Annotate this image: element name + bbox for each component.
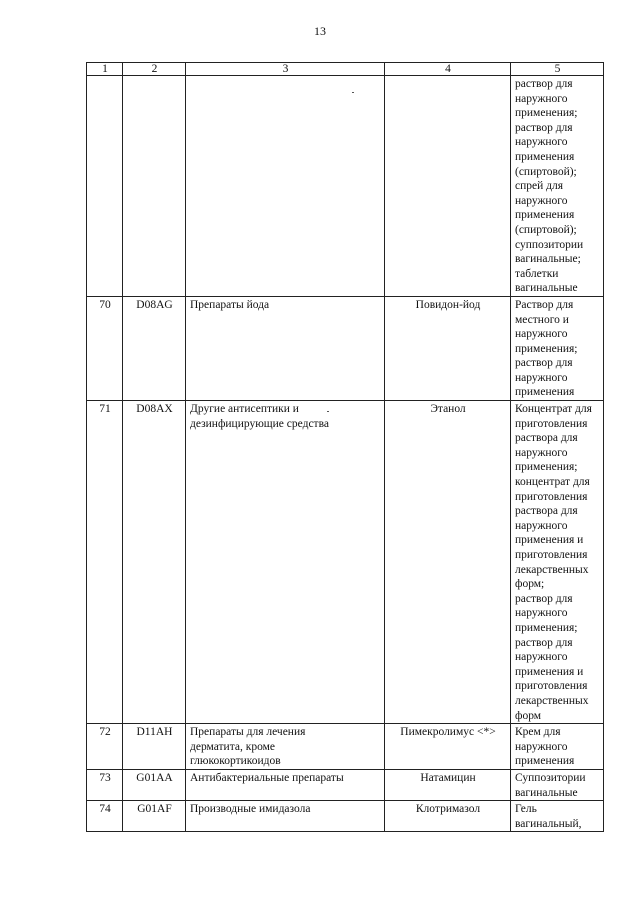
dosage-form-line: наружного — [515, 446, 568, 459]
dosage-form-line: Гель — [515, 803, 537, 816]
dosage-form-line: вагинальные; — [515, 253, 581, 266]
dosage-form-line: лекарственных — [515, 563, 589, 576]
group-line: Производные имидазола — [190, 803, 311, 816]
dosage-form-line: таблетки — [515, 267, 559, 280]
dosage-form-line: применения — [515, 386, 575, 399]
table-row — [87, 76, 604, 297]
dosage-form-line: (спиртовой); — [515, 165, 577, 178]
dosage-form-line: Крем для — [515, 726, 561, 739]
header-cell-5: 5 — [511, 63, 604, 76]
dosage-form-line: применения — [515, 150, 575, 163]
header-cell-1: 1 — [87, 63, 123, 76]
page-number: 13 — [314, 24, 326, 38]
pharmacological-group-cell — [186, 769, 385, 800]
dosage-form-line: применения; — [515, 621, 578, 634]
medication-table — [86, 62, 604, 832]
dosage-form-line: применения и — [515, 665, 584, 678]
pharmacological-group-cell — [186, 76, 385, 297]
dosage-form-line: суппозитории — [515, 238, 584, 251]
dosage-form-line: вагинальные — [515, 786, 578, 799]
drug-name-cell: Этанол — [385, 401, 511, 724]
scan-speck — [327, 411, 329, 412]
dosage-form-line: применения; — [515, 107, 578, 120]
dosage-form-line: спрей для — [515, 180, 564, 193]
group-line: Другие антисептики и — [190, 403, 299, 416]
dosage-form-cell — [511, 769, 604, 800]
group-line: Антибактериальные препараты — [190, 771, 344, 784]
group-line: Препараты йода — [190, 298, 270, 311]
dosage-form-line: раствор для — [515, 357, 573, 370]
dosage-form-line: местного и — [515, 313, 569, 326]
dosage-form-line: наружного — [515, 519, 568, 532]
dosage-form-line: наружного — [515, 92, 568, 105]
dosage-form-line: вагинальные — [515, 282, 578, 295]
dosage-form-line: наружного — [515, 328, 568, 341]
atc-code-cell: D11AH — [123, 724, 186, 770]
dosage-form-line: применения — [515, 755, 575, 768]
dosage-form-cell — [511, 801, 604, 832]
dosage-form-line: применения и — [515, 534, 584, 547]
group-line: глюкокортикоидов — [190, 755, 281, 768]
table-row — [87, 769, 604, 800]
dosage-form-line: форм; — [515, 578, 545, 591]
dosage-form-line: (спиртовой); — [515, 223, 577, 236]
table-row — [87, 401, 604, 724]
dosage-form-line: Суппозитории — [515, 771, 586, 784]
drug-name-cell: Повидон-йод — [385, 296, 511, 400]
atc-code-cell: D08AG — [123, 296, 186, 400]
dosage-form-line: раствора для — [515, 505, 578, 518]
row-number-cell: 71 — [87, 401, 123, 724]
row-number-cell: 74 — [87, 801, 123, 832]
row-number-cell — [87, 76, 123, 297]
drug-name-cell: Натамицин — [385, 769, 511, 800]
table-row — [87, 296, 604, 400]
row-number-cell: 72 — [87, 724, 123, 770]
row-number-cell: 73 — [87, 769, 123, 800]
atc-code-cell: G01AA — [123, 769, 186, 800]
group-line: дезинфицирующие средства — [190, 417, 329, 430]
dosage-form-line: раствор для — [515, 121, 573, 134]
group-line: дерматита, кроме — [190, 740, 275, 753]
header-cell-4: 4 — [385, 63, 511, 76]
dosage-form-line: приготовления — [515, 417, 588, 430]
drug-name-cell: Клотримазол — [385, 801, 511, 832]
dosage-form-line: концентрат для — [515, 476, 590, 489]
dosage-form-cell — [511, 296, 604, 400]
dosage-form-line: раствор для — [515, 78, 573, 90]
dosage-form-line: Концентрат для — [515, 403, 592, 416]
drug-name-cell — [385, 76, 511, 297]
dosage-form-line: приготовления — [515, 549, 588, 561]
pharmacological-group-cell — [186, 724, 385, 770]
dosage-form-line: приготовления — [515, 680, 588, 693]
table-header-row — [87, 63, 604, 76]
dosage-form-cell — [511, 724, 604, 770]
dosage-form-line: раствор для — [515, 592, 573, 605]
header-cell-3: 3 — [186, 63, 385, 76]
dosage-form-line: наружного — [515, 651, 568, 664]
drug-name-cell: Пимекролимус <*> — [385, 724, 511, 770]
dosage-form-line: применения; — [515, 342, 578, 355]
dosage-form-line: форм — [515, 709, 542, 722]
dosage-form-line: наружного — [515, 136, 568, 149]
atc-code-cell: D08AX — [123, 401, 186, 724]
pharmacological-group-cell — [186, 401, 385, 724]
atc-code-cell — [123, 76, 186, 297]
dosage-form-line: наружного — [515, 194, 568, 207]
pharmacological-group-cell — [186, 296, 385, 400]
table-row — [87, 724, 604, 770]
dosage-form-line: раствор для — [515, 636, 573, 649]
dosage-form-cell — [511, 401, 604, 724]
atc-code-cell: G01AF — [123, 801, 186, 832]
dosage-form-line: вагинальный, — [515, 817, 582, 830]
dosage-form-line: применения — [515, 209, 575, 222]
dosage-form-line: наружного — [515, 607, 568, 620]
table-row — [87, 801, 604, 832]
dosage-form-line: раствора для — [515, 432, 578, 445]
dosage-form-line: применения; — [515, 461, 578, 474]
row-number-cell: 70 — [87, 296, 123, 400]
dosage-form-cell — [511, 76, 604, 297]
header-cell-2: 2 — [123, 63, 186, 76]
dosage-form-line: наружного — [515, 371, 568, 384]
pharmacological-group-cell — [186, 801, 385, 832]
group-line: Препараты для лечения — [190, 726, 306, 739]
dosage-form-line: приготовления — [515, 490, 588, 503]
scan-speck — [352, 92, 354, 93]
dosage-form-line: лекарственных — [515, 694, 589, 707]
dosage-form-line: наружного — [515, 740, 568, 753]
dosage-form-line: Раствор для — [515, 298, 574, 311]
